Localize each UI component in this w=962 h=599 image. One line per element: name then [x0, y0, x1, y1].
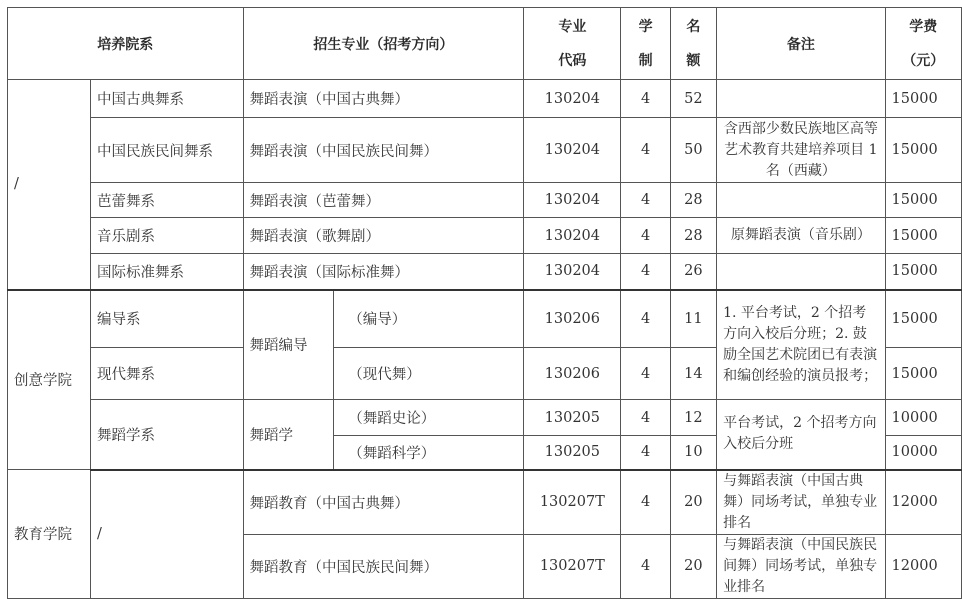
tuition-cell: 12000 [885, 534, 961, 598]
major-cell: 舞蹈教育（中国民族民间舞） [243, 534, 524, 598]
code-cell: 130204 [524, 254, 621, 290]
quota-cell: 50 [670, 118, 716, 183]
header-duration: 学 制 [621, 8, 670, 80]
college-cell: 创意学院 [8, 290, 91, 470]
duration-cell: 4 [621, 470, 670, 535]
major-cell: 舞蹈表演（国际标准舞） [243, 254, 524, 290]
header-college: 培养院系 [8, 8, 244, 80]
header-remarks: 备注 [717, 8, 885, 80]
tuition-cell: 15000 [885, 118, 961, 183]
major-cell: 舞蹈表演（歌舞剧） [243, 218, 524, 254]
remarks-cell [717, 80, 885, 118]
dept-cell: 芭蕾舞系 [91, 183, 244, 218]
header-code: 专业 代码 [524, 8, 621, 80]
table-row [8, 254, 962, 290]
college-cell: / [8, 80, 91, 290]
tuition-cell: 15000 [885, 348, 961, 400]
code-cell: 130204 [524, 118, 621, 183]
quota-cell: 26 [670, 254, 716, 290]
quota-cell: 52 [670, 80, 716, 118]
quota-cell: 28 [670, 183, 716, 218]
duration-cell: 4 [621, 436, 670, 470]
table-row [8, 80, 962, 118]
quota-cell: 20 [670, 534, 716, 598]
tuition-cell: 15000 [885, 80, 961, 118]
code-cell: 130206 [524, 348, 621, 400]
code-cell: 130206 [524, 290, 621, 348]
admissions-table [7, 7, 962, 599]
quota-cell: 12 [670, 400, 716, 436]
direction-cell: （舞蹈史论） [334, 400, 524, 436]
college-cell: 教育学院 [8, 470, 91, 599]
quota-cell: 14 [670, 348, 716, 400]
tuition-cell: 15000 [885, 183, 961, 218]
duration-cell: 4 [621, 400, 670, 436]
code-cell: 130205 [524, 400, 621, 436]
tuition-cell: 10000 [885, 436, 961, 470]
table-row [8, 218, 962, 254]
dept-cell: / [91, 470, 244, 599]
duration-cell: 4 [621, 290, 670, 348]
quota-cell: 10 [670, 436, 716, 470]
remarks-cell: 含西部少数民族地区高等艺术教育共建培养项目 1 名（西藏） [717, 118, 885, 183]
tuition-cell: 15000 [885, 218, 961, 254]
code-cell: 130207T [524, 534, 621, 598]
major-cell: 舞蹈编导 [243, 290, 334, 400]
tuition-cell: 10000 [885, 400, 961, 436]
remarks-cell: 平台考试，2 个招考方向入校后分班 [717, 400, 885, 470]
direction-cell: （现代舞） [334, 348, 524, 400]
table-row [8, 118, 962, 183]
major-cell: 舞蹈表演（中国民族民间舞） [243, 118, 524, 183]
code-cell: 130205 [524, 436, 621, 470]
tuition-cell: 12000 [885, 470, 961, 535]
table-row [8, 470, 962, 535]
code-cell: 130207T [524, 470, 621, 535]
code-cell: 130204 [524, 80, 621, 118]
remarks-cell [717, 254, 885, 290]
dept-cell: 中国民族民间舞系 [91, 118, 244, 183]
remarks-cell: 与舞蹈表演（中国民族民间舞）同场考试，单独专业排名 [717, 534, 885, 598]
duration-cell: 4 [621, 80, 670, 118]
remarks-cell: 1. 平台考试，2 个招考方向入校后分班；2. 鼓励全国艺术院团已有表演和编创经验的演员报考； [717, 290, 885, 400]
header-quota: 名 额 [670, 8, 716, 80]
dept-cell: 音乐剧系 [91, 218, 244, 254]
table-row [8, 400, 962, 436]
duration-cell: 4 [621, 118, 670, 183]
quota-cell: 28 [670, 218, 716, 254]
major-cell: 舞蹈教育（中国古典舞） [243, 470, 524, 535]
code-cell: 130204 [524, 183, 621, 218]
admissions-table-wrapper [7, 7, 962, 599]
remarks-cell [717, 183, 885, 218]
header-major: 招生专业（招考方向） [243, 8, 524, 80]
major-cell: 舞蹈表演（芭蕾舞） [243, 183, 524, 218]
duration-cell: 4 [621, 254, 670, 290]
direction-cell: （舞蹈科学） [334, 436, 524, 470]
major-cell: 舞蹈表演（中国古典舞） [243, 80, 524, 118]
code-cell: 130204 [524, 218, 621, 254]
duration-cell: 4 [621, 348, 670, 400]
remarks-cell: 与舞蹈表演（中国古典舞）同场考试，单独专业排名 [717, 470, 885, 535]
duration-cell: 4 [621, 218, 670, 254]
major-cell: 舞蹈学 [243, 400, 334, 470]
table-header-row [8, 8, 962, 80]
tuition-cell: 15000 [885, 254, 961, 290]
dept-cell: 舞蹈学系 [91, 400, 244, 470]
dept-cell: 中国古典舞系 [91, 80, 244, 118]
duration-cell: 4 [621, 534, 670, 598]
table-row [8, 183, 962, 218]
table-row [8, 290, 962, 348]
dept-cell: 现代舞系 [91, 348, 244, 400]
tuition-cell: 15000 [885, 290, 961, 348]
header-tuition: 学费 （元） [885, 8, 961, 80]
dept-cell: 国际标准舞系 [91, 254, 244, 290]
direction-cell: （编导） [334, 290, 524, 348]
dept-cell: 编导系 [91, 290, 244, 348]
duration-cell: 4 [621, 183, 670, 218]
quota-cell: 11 [670, 290, 716, 348]
quota-cell: 20 [670, 470, 716, 535]
remarks-cell: 原舞蹈表演（音乐剧） [717, 218, 885, 254]
